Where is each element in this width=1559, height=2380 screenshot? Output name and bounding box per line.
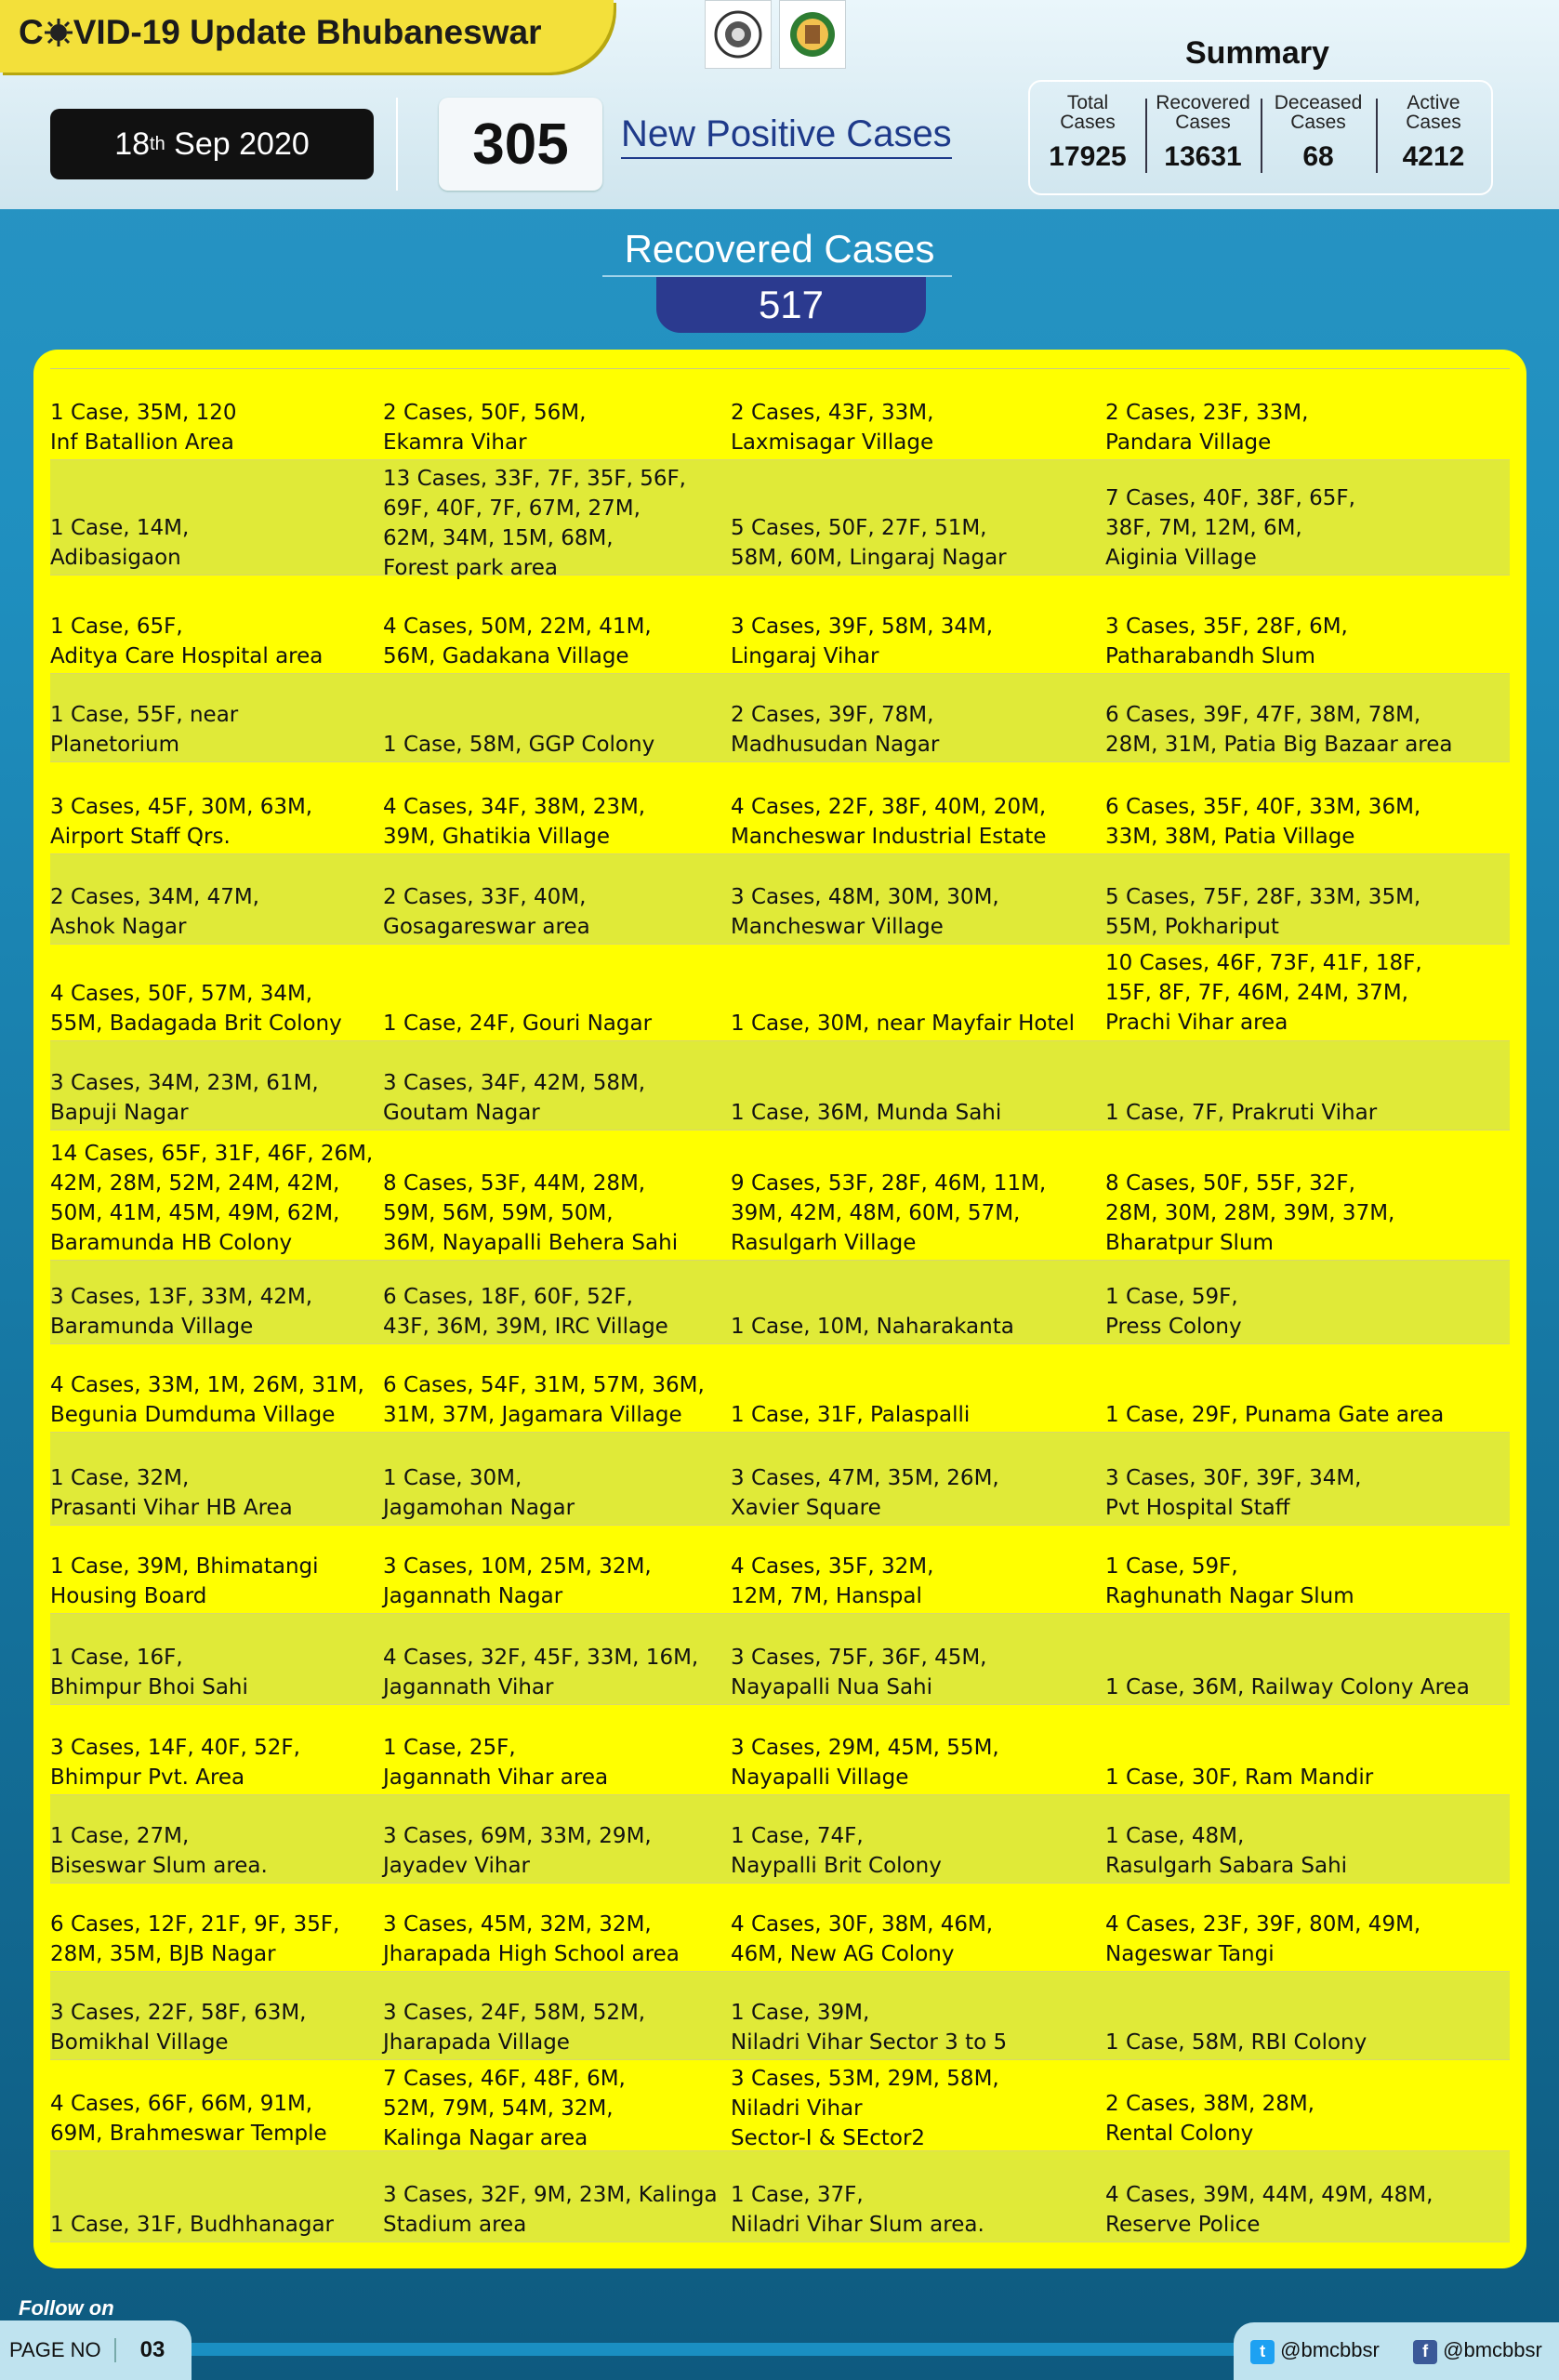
case-cell: 4 Cases, 30F, 38M, 46M, 46M, New AG Colony (731, 1912, 994, 1966)
case-cell: 4 Cases, 50F, 57M, 34M, 55M, Badagada Brit Colony (50, 982, 342, 1036)
twitter-link[interactable] (1250, 2338, 1380, 2364)
table-row (50, 945, 1510, 1041)
case-cell: 3 Cases, 53M, 29M, 58M, Niladri Vihar Sector-I & SEctor2 (731, 2067, 999, 2150)
case-cell: 1 Case, 24F, Gouri Nagar (383, 1012, 653, 1036)
table-row (50, 854, 1510, 945)
case-cell: 1 Case, 74F, Naypalli Brit Colony (731, 1824, 942, 1878)
case-cell: 4 Cases, 35F, 32M, 12M, 7M, Hanspal (731, 1554, 934, 1608)
case-cell: 3 Cases, 75F, 36F, 45M, Nayapalli Nua Sahi (731, 1646, 987, 1699)
case-cell: 3 Cases, 30F, 39F, 34M, Pvt Hospital Staff (1105, 1466, 1362, 1520)
case-cell: 1 Case, 31F, Budhhanagar (50, 2213, 334, 2237)
case-cell: 3 Cases, 47M, 35M, 26M, Xavier Square (731, 1466, 999, 1520)
covid-virus-icon (44, 18, 73, 47)
case-cell: 1 Case, 25F, Jagannath Vihar area (383, 1736, 609, 1790)
case-cell: 2 Cases, 39F, 78M, Madhusudan Nagar (731, 703, 940, 757)
case-cell: 3 Cases, 24F, 58M, 52M, Jharapada Village (383, 2001, 646, 2055)
recovered-cases-table (33, 350, 1526, 2268)
twitter-handle: @bmcbbsr (1280, 2338, 1380, 2362)
case-cell: 5 Cases, 50F, 27F, 51M, 58M, 60M, Lingaraj Nagar (731, 516, 1007, 570)
summary-value: 13631 (1164, 141, 1242, 172)
case-cell: 1 Case, 59F, Press Colony (1105, 1285, 1242, 1339)
page-label: PAGE NO (9, 2338, 116, 2362)
table-row (50, 1261, 1510, 1344)
case-cell: 1 Case, 39M, Niladri Vihar Sector 3 to 5 (731, 2001, 1008, 2055)
date-day: 18 (114, 126, 151, 162)
case-cell: 6 Cases, 18F, 60F, 52F, 43F, 36M, 39M, IRC Village (383, 1285, 668, 1339)
case-cell: 2 Cases, 50F, 56M, Ekamra Vihar (383, 401, 587, 455)
case-cell: 9 Cases, 53F, 28F, 46M, 11M, 39M, 42M, 48M, 60M, 57M, Rasulgarh Village (731, 1171, 1047, 1255)
case-cell: 3 Cases, 22F, 58F, 63M, Bomikhal Village (50, 2001, 307, 2055)
title-banner (0, 0, 614, 73)
case-cell: 4 Cases, 50M, 22M, 41M, 56M, Gadakana Village (383, 615, 652, 668)
case-cell: 1 Case, 59F, Raghunath Nagar Slum (1105, 1554, 1354, 1608)
case-cell: 6 Cases, 39F, 47F, 38M, 78M, 28M, 31M, Patia Big Bazaar area (1105, 703, 1453, 757)
page-number-box (0, 2320, 192, 2380)
case-cell: 1 Case, 48M, Rasulgarh Sabara Sahi (1105, 1824, 1348, 1878)
summary-label: Total Cases (1060, 92, 1116, 133)
case-cell: 2 Cases, 38M, 28M, Rental Colony (1105, 2092, 1315, 2146)
case-cell: 2 Cases, 43F, 33M, Laxmisagar Village (731, 401, 934, 455)
follow-on-label: Follow on (19, 2296, 114, 2320)
case-cell: 4 Cases, 34F, 38M, 23M, 39M, Ghatikia Village (383, 795, 646, 849)
case-cell: 1 Case, 37F, Niladri Vihar Slum area. (731, 2183, 984, 2237)
case-cell: 10 Cases, 46F, 73F, 41F, 18F, 15F, 8F, 7F, 46M, 24M, 37M, Prachi Vihar area (1105, 951, 1422, 1035)
recovered-count-badge: 517 (656, 277, 926, 333)
case-cell: 1 Case, 29F, Punama Gate area (1105, 1403, 1445, 1427)
table-row (50, 1433, 1510, 1526)
case-cell: 4 Cases, 22F, 38F, 40M, 20M, Mancheswar Industrial Estate (731, 795, 1047, 849)
case-cell: 1 Case, 36M, Railway Colony Area (1105, 1675, 1470, 1699)
table-row (50, 1972, 1510, 2060)
summary-deceased (1261, 82, 1376, 193)
social-links (1234, 2322, 1559, 2380)
table-row (50, 1705, 1510, 1795)
bmc-logo (779, 0, 846, 69)
summary-label: Active Cases (1406, 92, 1461, 133)
date-suffix: th (150, 133, 165, 154)
case-cell: 7 Cases, 46F, 48F, 6M, 52M, 79M, 54M, 32M, Kalinga Nagar area (383, 2067, 626, 2150)
table-row (50, 1041, 1510, 1130)
case-cell: 3 Cases, 45F, 30M, 63M, Airport Staff Qrs. (50, 795, 313, 849)
new-positive-count: 305 (439, 98, 602, 191)
case-cell: 1 Case, 16F, Bhimpur Bhoi Sahi (50, 1646, 248, 1699)
recovered-title: Recovered Cases (624, 227, 935, 271)
case-cell: 3 Cases, 34F, 42M, 58M, Goutam Nagar (383, 1071, 646, 1125)
case-cell: 1 Case, 7F, Prakruti Vihar (1105, 1101, 1378, 1125)
case-cell: 5 Cases, 75F, 28F, 33M, 35M, 55M, Pokhariput (1105, 885, 1421, 939)
report-date (50, 109, 374, 179)
table-row (50, 1130, 1510, 1261)
table-row (50, 1884, 1510, 1972)
case-cell: 2 Cases, 23F, 33M, Pandara Village (1105, 401, 1309, 455)
table-row (50, 1344, 1510, 1433)
summary-total (1030, 82, 1145, 193)
page-title: C VID-19 Update Bhubaneswar (19, 13, 542, 51)
table-row (50, 1795, 1510, 1884)
case-cell: 1 Case, 58M, GGP Colony (383, 733, 655, 757)
case-cell: 3 Cases, 45M, 32M, 32M, Jharapada High School area (383, 1912, 680, 1966)
new-positive-label: New Positive Cases (621, 113, 952, 159)
case-cell: 3 Cases, 35F, 28F, 6M, Patharabandh Slum (1105, 615, 1348, 668)
case-cell: 1 Case, 32M, Prasanti Vihar HB Area (50, 1466, 293, 1520)
case-cell: 1 Case, 30M, Jagamohan Nagar (383, 1466, 575, 1520)
case-cell: 3 Cases, 13F, 33M, 42M, Baramunda Village (50, 1285, 313, 1339)
case-cell: 1 Case, 14M, Adibasigaon (50, 516, 190, 570)
case-cell: 1 Case, 30M, near Mayfair Hotel (731, 1012, 1075, 1036)
case-cell: 3 Cases, 34M, 23M, 61M, Bapuji Nagar (50, 1071, 319, 1125)
table-row (50, 1526, 1510, 1614)
case-cell: 3 Cases, 32F, 9M, 23M, Kalinga Stadium area (383, 2183, 718, 2237)
table-row (50, 575, 1510, 674)
case-cell: 1 Case, 30F, Ram Mandir (1105, 1765, 1374, 1790)
table-row (50, 1614, 1510, 1705)
summary-value: 68 (1302, 141, 1334, 172)
case-cell: 8 Cases, 50F, 55F, 32F, 28M, 30M, 28M, 39M, 37M, Bharatpur Slum (1105, 1171, 1395, 1255)
case-cell: 2 Cases, 33F, 40M, Gosagareswar area (383, 885, 590, 939)
facebook-link[interactable] (1413, 2338, 1542, 2364)
odisha-emblem-logo (705, 0, 772, 69)
case-cell: 3 Cases, 14F, 40F, 52F, Bhimpur Pvt. Area (50, 1736, 300, 1790)
twitter-icon: t (1250, 2340, 1275, 2364)
case-cell: 6 Cases, 54F, 31M, 57M, 36M, 31M, 37M, Jagamara Village (383, 1373, 705, 1427)
case-cell: 1 Case, 65F, Aditya Care Hospital area (50, 615, 324, 668)
summary-label: Deceased Cases (1274, 92, 1363, 133)
case-cell: 14 Cases, 65F, 31F, 46F, 26M, 42M, 28M, 52M, 24M, 42M, 50M, 41M, 45M, 49M, 62M, Baramunda HB Colony (50, 1142, 374, 1255)
case-cell: 4 Cases, 66F, 66M, 91M, 69M, Brahmeswar Temple (50, 2092, 327, 2146)
summary-value: 17925 (1049, 141, 1127, 172)
facebook-handle: @bmcbbsr (1443, 2338, 1542, 2362)
case-cell: 7 Cases, 40F, 38F, 65F, 38F, 7M, 12M, 6M, Aiginia Village (1105, 486, 1355, 570)
case-cell: 4 Cases, 33M, 1M, 26M, 31M, Begunia Dumduma Village (50, 1373, 364, 1427)
page-number: 03 (139, 2337, 165, 2362)
case-cell: 1 Case, 10M, Naharakanta (731, 1315, 1014, 1339)
case-cell: 1 Case, 27M, Biseswar Slum area. (50, 1824, 268, 1878)
table-row (50, 460, 1510, 580)
summary-title: Summary (1185, 35, 1329, 71)
summary-label: Recovered Cases (1156, 92, 1250, 133)
table-row (50, 2151, 1510, 2242)
case-cell: 3 Cases, 29M, 45M, 55M, Nayapalli Village (731, 1736, 999, 1790)
summary-box (1028, 80, 1493, 195)
facebook-icon: f (1413, 2340, 1437, 2364)
case-cell: 1 Case, 58M, RBI Colony (1105, 2030, 1367, 2055)
divider (396, 98, 398, 191)
case-cell: 3 Cases, 48M, 30M, 30M, Mancheswar Village (731, 885, 999, 939)
summary-active (1376, 82, 1491, 193)
case-cell: 3 Cases, 10M, 25M, 32M, Jagannath Nagar (383, 1554, 652, 1608)
case-cell: 1 Case, 36M, Munda Sahi (731, 1101, 1002, 1125)
table-row (50, 2060, 1510, 2151)
table-top-rule (50, 368, 1510, 369)
case-cell: 1 Case, 55F, near Planetorium (50, 703, 239, 757)
case-cell: 1 Case, 39M, Bhimatangi Housing Board (50, 1554, 319, 1608)
case-cell: 1 Case, 31F, Palaspalli (731, 1403, 971, 1427)
summary-value: 4212 (1402, 141, 1465, 172)
case-cell: 3 Cases, 39F, 58M, 34M, Lingaraj Vihar (731, 615, 994, 668)
table-row (50, 674, 1510, 762)
case-cell: 6 Cases, 12F, 21F, 9F, 35F, 28M, 35M, BJB Nagar (50, 1912, 340, 1966)
case-cell: 3 Cases, 69M, 33M, 29M, Jayadev Vihar (383, 1824, 652, 1878)
case-cell: 6 Cases, 35F, 40F, 33M, 36M, 33M, 38M, Patia Village (1105, 795, 1421, 849)
table-row (50, 762, 1510, 854)
header-band (0, 0, 1559, 209)
table-row (50, 372, 1510, 460)
case-cell: 1 Case, 35M, 120 Inf Batallion Area (50, 401, 237, 455)
case-cell: 4 Cases, 23F, 39F, 80M, 49M, Nageswar Tangi (1105, 1912, 1421, 1966)
summary-recovered (1145, 82, 1261, 193)
case-cell: 4 Cases, 39M, 44M, 49M, 48M, Reserve Police (1105, 2183, 1433, 2237)
date-month-year: Sep 2020 (165, 126, 310, 162)
case-cell: 13 Cases, 33F, 7F, 35F, 56F, 69F, 40F, 7F, 67M, 27M, 62M, 34M, 15M, 68M, Forest park area (383, 467, 686, 580)
case-cell: 4 Cases, 32F, 45F, 33M, 16M, Jagannath Vihar (383, 1646, 699, 1699)
case-cell: 8 Cases, 53F, 44M, 28M, 59M, 56M, 59M, 50M, 36M, Nayapalli Behera Sahi (383, 1171, 679, 1255)
case-cell: 2 Cases, 34M, 47M, Ashok Nagar (50, 885, 259, 939)
